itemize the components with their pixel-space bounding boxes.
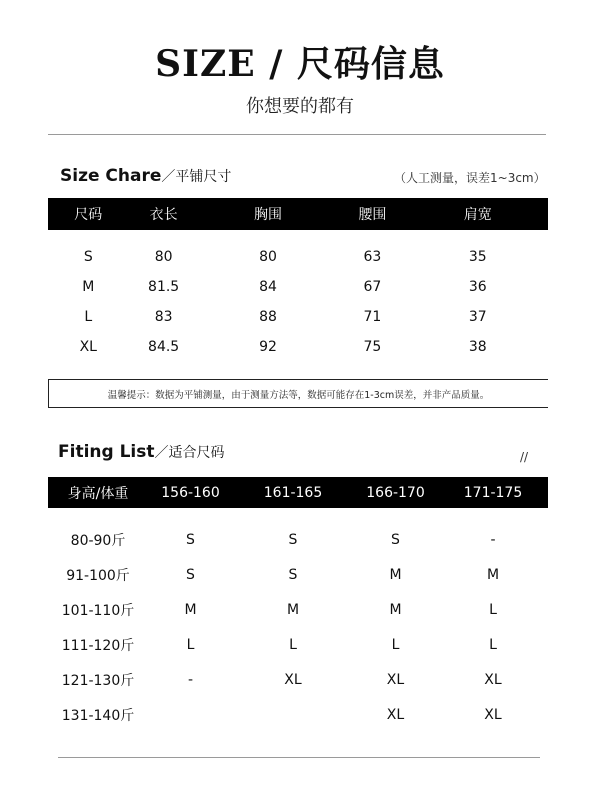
column-header-size: 尺码: [74, 207, 103, 223]
measurement-note: （人工测量，误差1~3cm）: [394, 171, 546, 185]
table-cell: L: [84, 309, 93, 325]
measurement-tip: [48, 379, 548, 408]
table-cell: L: [289, 636, 297, 653]
page-title: SIZE / 尺码信息: [155, 43, 445, 85]
column-header-waist: 腰围: [358, 207, 387, 223]
table-cell: 36: [468, 279, 487, 295]
table-cell: 67: [363, 279, 382, 295]
fitting-list-heading: [58, 442, 225, 462]
fitting-list-subtitle: ／适合尺码: [154, 445, 225, 461]
column-header-shoulder: 肩宽: [463, 207, 492, 223]
table-row: [48, 592, 548, 627]
table-cell: 121-130斤: [61, 672, 135, 689]
table-cell: S: [186, 566, 195, 583]
table-cell: -: [187, 671, 194, 688]
table-row: [48, 697, 548, 732]
table-cell: 38: [468, 339, 487, 355]
column-header-height-range: 156-160: [161, 484, 220, 501]
table-cell: 84.5: [148, 339, 180, 355]
table-cell: M: [286, 601, 300, 618]
table-cell: XL: [79, 339, 97, 355]
table-cell: 92: [259, 339, 277, 355]
table-cell: 37: [468, 309, 487, 325]
table-cell: 71: [363, 309, 382, 325]
table-row: [48, 522, 548, 557]
table-cell: 80: [154, 249, 173, 265]
table-row: [48, 627, 548, 662]
size-chart-heading: [60, 166, 231, 186]
measurement-tip-text: 温馨提示：数据为平铺测量，由于测量方法等，数据可能存在1-3cm误差，并非产品质量。: [107, 389, 490, 401]
fitting-list-header: [48, 477, 548, 508]
table-cell: 88: [259, 309, 277, 325]
size-chart-header: [48, 198, 548, 230]
divider-top: [48, 134, 546, 135]
table-cell: XL: [484, 671, 502, 688]
table-cell: XL: [386, 671, 405, 688]
table-cell: 101-110斤: [61, 602, 135, 619]
fitting-list-body: [48, 522, 548, 732]
table-cell: XL: [284, 671, 302, 688]
column-header-height-weight: 身高/体重: [67, 485, 129, 502]
table-cell: S: [83, 249, 93, 265]
table-cell: S: [186, 531, 195, 548]
table-cell: 63: [363, 249, 382, 265]
table-row: [48, 557, 548, 592]
column-header-height-range: 171-175: [463, 484, 523, 501]
table-row: [48, 302, 548, 332]
table-cell: 84: [259, 279, 277, 295]
column-header-height-range: 166-170: [366, 484, 425, 501]
table-cell: 80-90斤: [70, 532, 126, 549]
table-cell: 131-140斤: [61, 707, 135, 724]
table-row: [48, 662, 548, 697]
table-cell: L: [489, 636, 497, 653]
table-cell: 111-120斤: [61, 637, 135, 654]
table-cell: -: [490, 531, 496, 548]
table-cell: S: [288, 531, 298, 548]
table-cell: L: [489, 601, 497, 618]
table-cell: 80: [259, 249, 277, 265]
table-cell: L: [186, 636, 195, 653]
table-cell: S: [391, 531, 400, 548]
table-cell: 75: [363, 339, 382, 355]
column-header-length: 衣长: [149, 207, 178, 223]
table-cell: 81.5: [148, 279, 180, 295]
divider-bottom: [58, 757, 540, 758]
page-subtitle: 你想要的都有: [246, 96, 354, 117]
table-cell: M: [486, 566, 500, 583]
table-row: [48, 272, 548, 302]
column-header-height-range: 161-165: [263, 484, 323, 501]
table-cell: 35: [468, 249, 487, 265]
size-chart-title: Size Chare: [60, 166, 162, 186]
fitting-list-title: Fiting List: [58, 442, 155, 462]
table-cell: 91-100斤: [66, 567, 130, 584]
column-header-chest: 胸围: [254, 207, 283, 223]
table-cell: L: [391, 636, 400, 653]
table-cell: M: [82, 279, 95, 295]
size-chart-subtitle: ／平铺尺寸: [161, 169, 232, 185]
table-cell: M: [184, 601, 197, 618]
table-row: [48, 242, 548, 272]
table-cell: M: [389, 601, 402, 618]
size-chart-body: [48, 242, 548, 362]
table-row: [48, 332, 548, 362]
table-cell: XL: [386, 706, 405, 723]
decorative-mark: //: [520, 450, 529, 464]
table-cell: XL: [484, 706, 502, 723]
table-cell: S: [288, 566, 298, 583]
table-cell: M: [389, 566, 402, 583]
table-cell: 83: [154, 309, 173, 325]
